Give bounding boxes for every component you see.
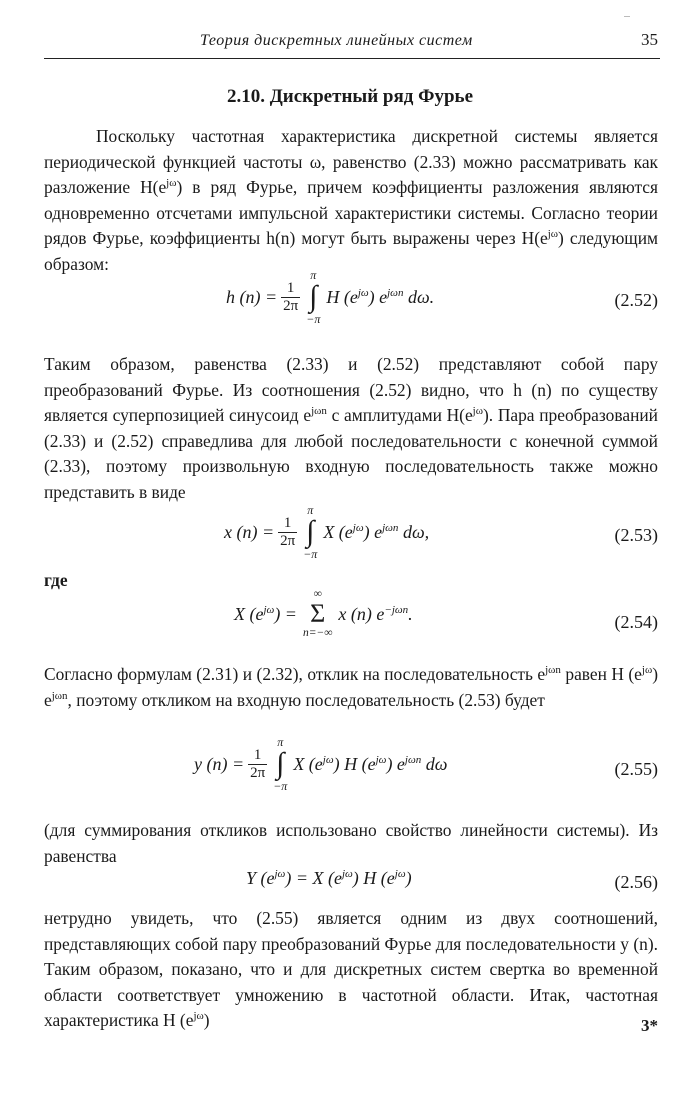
eq52-denominator: 2π <box>283 297 299 314</box>
eq53-numerator: 1 <box>283 514 292 531</box>
integral-sign: ∫ <box>309 280 318 313</box>
eq52-numerator: 1 <box>286 279 295 296</box>
paragraph-2 <box>44 352 658 505</box>
eq52-lower-limit: −π <box>306 312 321 326</box>
integral-sign: ∫ <box>276 747 285 780</box>
eq53-lower-limit: −π <box>303 547 318 561</box>
eq54-number: (2.54) <box>614 612 658 632</box>
equation-2-56 <box>44 868 658 898</box>
running-head-title: Теория дискретных линейных систем <box>200 32 473 49</box>
eq52-integral <box>306 268 320 326</box>
eq54-summand: x (n) $e^{-j\omega n}$. <box>338 603 413 624</box>
eq52-integrand: H $(e^{j\omega})$ $e^{j\omega n}$ dω. <box>326 286 435 307</box>
signature-mark: 3* <box>641 1016 658 1035</box>
word-gde: где <box>44 570 68 590</box>
eq53-upper-limit: π <box>307 503 314 517</box>
eq53-fraction <box>278 515 297 550</box>
eq55-numerator: 1 <box>253 746 262 763</box>
eq53-integrand: X $(e^{j\omega})$ $e^{j\omega n}$ dω, <box>323 521 430 542</box>
equation-2-54 <box>44 588 658 660</box>
paragraph-4 <box>44 818 658 869</box>
eq55-denominator: 2π <box>250 764 266 781</box>
sum-sign: Σ <box>310 599 326 628</box>
print-speck <box>624 16 630 17</box>
eq55-fraction <box>248 747 267 782</box>
eq55-integral <box>273 735 287 793</box>
paragraph-1-text: Поскольку частотная характеристика дискретной системы является периодической функцией частоты ω, равенство (2.33) можно рассматривать как разложение $H(e^{j\omega})$ в ряд Фурье, причем коэффициенты разложения являются одновременно отсчетами импульсной характеристики системы. Согласно теории рядов Фурье, коэффициенты h(n) могут быть выражены через $H(e^{j\omega})$ следующим образом: <box>44 126 659 274</box>
equation-2-52-body <box>226 268 434 326</box>
equation-2-54-body <box>234 588 413 640</box>
eq56-number: (2.56) <box>614 872 658 892</box>
eq53-lhs: x (n) = <box>224 521 275 542</box>
paragraph-5 <box>44 906 658 1034</box>
equation-2-56-body <box>246 868 412 889</box>
eq54-upper-limit: ∞ <box>313 588 322 600</box>
equation-2-52 <box>44 268 658 340</box>
integral-sign: ∫ <box>306 515 315 548</box>
eq54-sum <box>303 588 332 640</box>
header-rule <box>44 58 660 59</box>
eq52-fraction <box>281 280 300 315</box>
running-head <box>44 30 660 56</box>
equation-2-53-body <box>224 503 429 561</box>
eq52-upper-limit: π <box>310 268 317 282</box>
eq53-denominator: 2π <box>280 532 296 549</box>
eq55-lhs: y (n) = <box>194 753 245 774</box>
equation-2-55-body <box>194 735 447 793</box>
page-number: 35 <box>641 30 658 49</box>
paragraph-2-text: Таким образом, равенства (2.33) и (2.52) представляют собой пару преобразований Фурье. Из соотношения (2.52) видно, что h (n) по существу является суперпозицией синусоид $e^{j\omega n}$ с амплитудами $H(e^{j\omega})$. Пара преобразований (2.33) и (2.52) справедлива для любой последовательности с конечной суммой (2.33), поэтому произвольную входную последовательность также можно представить в виде <box>44 354 658 502</box>
eq52-lhs: h (n) = <box>226 286 278 307</box>
equation-2-53 <box>44 503 658 575</box>
eq54-lhs: X $(e^{j\omega})$ = <box>234 603 297 624</box>
equation-2-55 <box>44 735 658 807</box>
eq55-integrand: X $(e^{j\omega})$ H $(e^{j\omega})$ $e^{j\omega n}$ dω <box>293 753 448 774</box>
section-title: 2.10. Дискретный ряд Фурье <box>226 86 474 107</box>
eq56-body: Y $(e^{j\omega}) = X$ $(e^{j\omega})$ H $(e^{j\omega})$ <box>246 868 412 888</box>
paragraph-3-text: Согласно формулам (2.31) и (2.32), отклик на последовательность $e^{j\omega n}$ равен H $(e^{j\omega})$ $e^{j\omega n}$, поэтому откликом на входную последовательность (2.53) будет <box>44 664 658 710</box>
eq53-number: (2.53) <box>614 525 658 545</box>
eq53-integral <box>303 503 317 561</box>
eq55-lower-limit: −π <box>273 779 288 793</box>
paragraph-4-text: (для суммирования откликов использовано свойство линейности системы). Из равенства <box>44 820 658 866</box>
eq55-number: (2.55) <box>614 759 658 779</box>
paragraph-3 <box>44 662 658 713</box>
paragraph-1 <box>44 124 658 277</box>
paragraph-5-text: нетрудно увидеть, что (2.55) является одним из двух соотношений, представляющих собой пару преобразований Фурье для последовательности y (n). Таким образом, показано, что и для дискретных систем свертка во временной области соответствует умножению в частотной области. Итак, частотная характеристика H $(e^{j\omega})$ <box>44 908 658 1030</box>
eq54-lower-limit: n=−∞ <box>302 627 333 639</box>
eq52-number: (2.52) <box>614 290 658 310</box>
eq55-upper-limit: π <box>277 735 284 749</box>
